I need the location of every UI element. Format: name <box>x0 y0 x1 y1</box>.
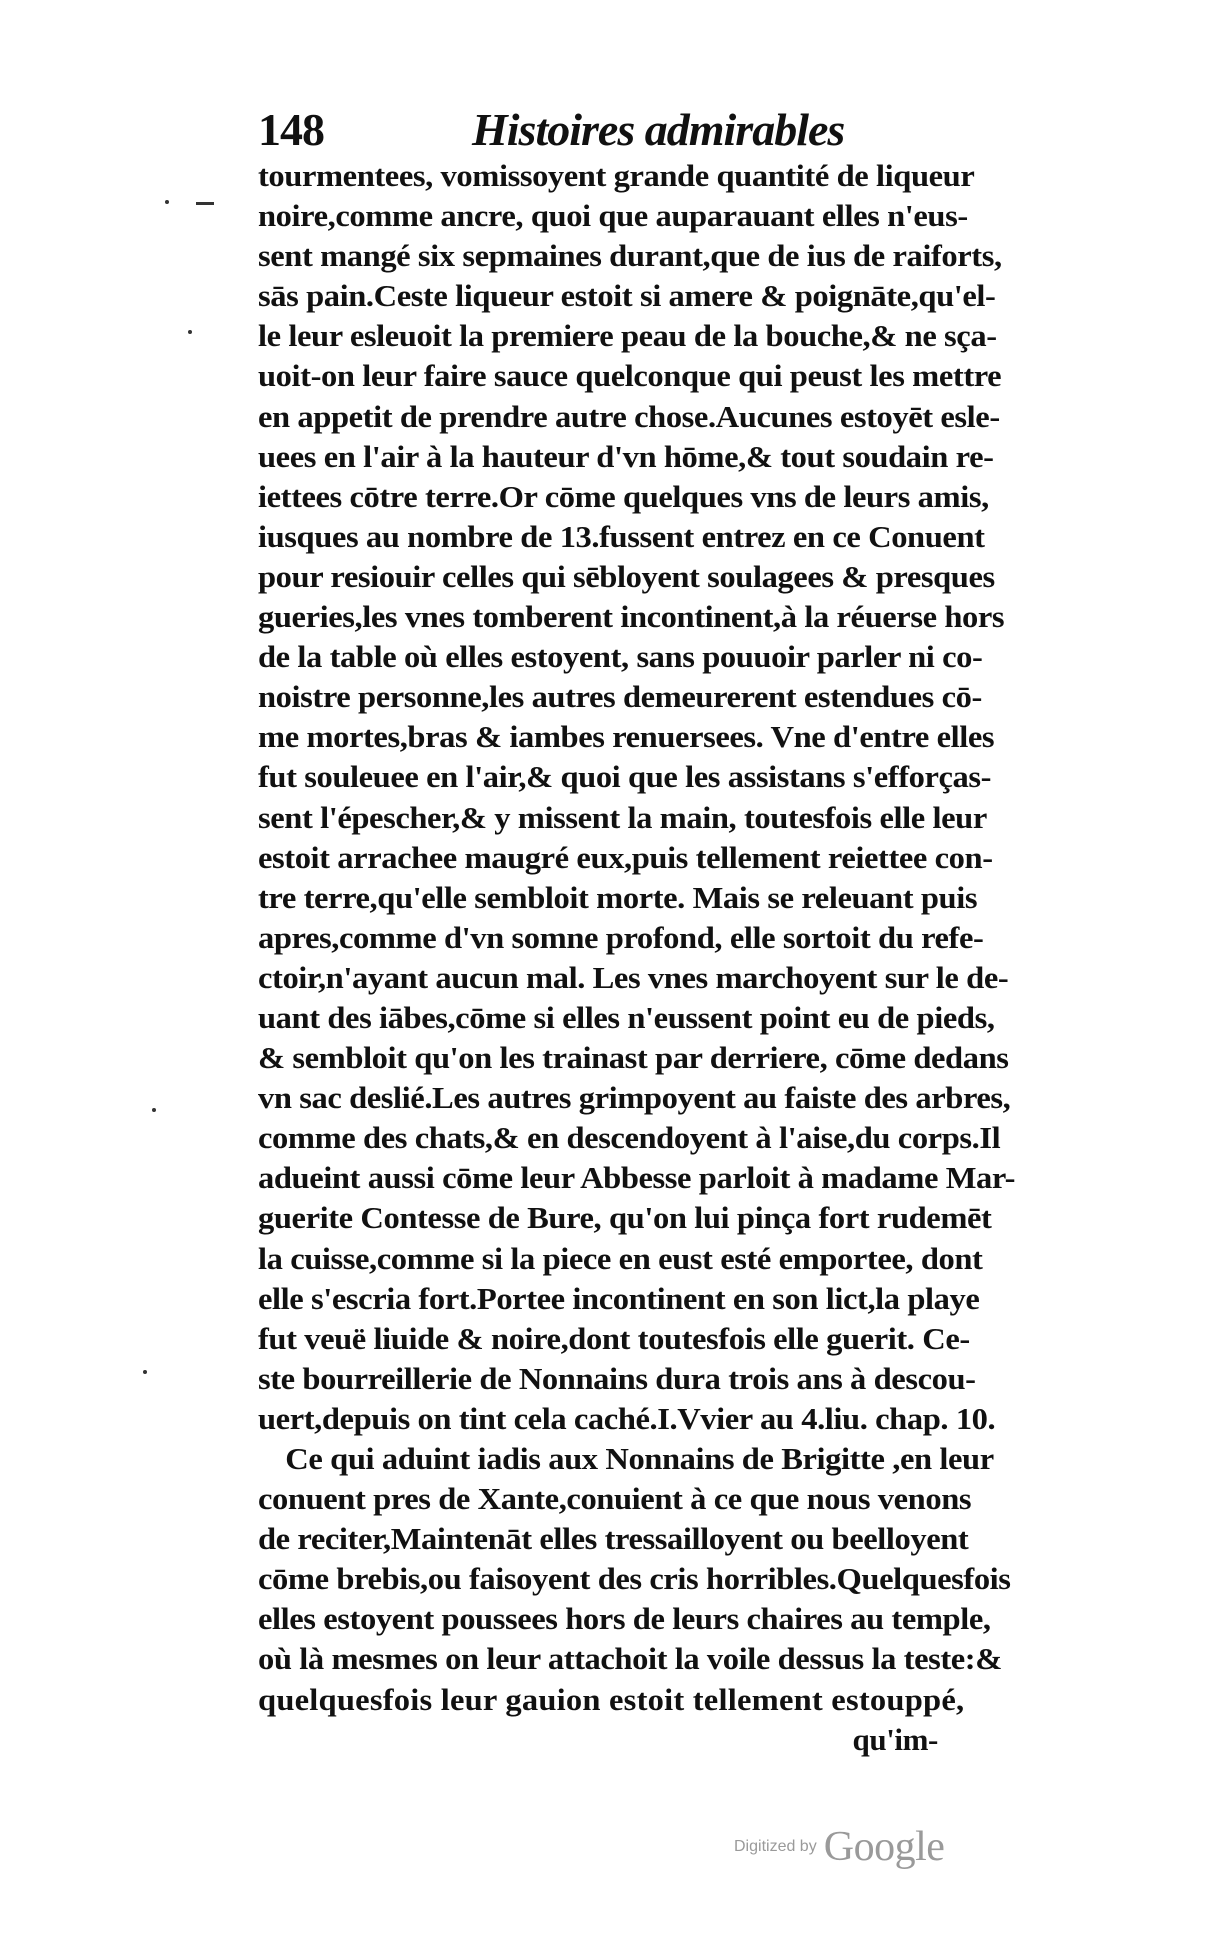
text-line: pour resiouir celles qui sēbloyent soulagees & presques <box>258 558 995 594</box>
text-line: apres,comme d'vn somne profond, elle sortoit du refe- <box>258 919 984 955</box>
digitized-by-label: Digitized by <box>734 1838 817 1855</box>
margin-dot <box>152 1108 156 1112</box>
text-line: uees en l'air à la hauteur d'vn hōme,& tout soudain re- <box>258 438 994 474</box>
text-line: fut souleuee en l'air,& quoi que les assistans s'efforças- <box>258 759 992 795</box>
text-line: estoit arrachee maugré eux,puis tellement reiettee con- <box>258 839 993 875</box>
text-line: iusques au nombre de 13.fussent entrez en ce Conuent <box>258 518 985 554</box>
text-line: ste bourreillerie de Nonnains dura trois ans à descou- <box>258 1360 976 1396</box>
running-title: Histoires admirables <box>472 104 845 155</box>
text-line: cōme brebis,ou faisoyent des cris horribles.Quelquesfois <box>258 1561 1011 1597</box>
text-line: iettees cōtre terre.Or cōme quelques vns de leurs amis, <box>258 478 989 514</box>
text-line: le leur esleuoit la premiere peau de la bouche,& ne sça- <box>258 318 997 354</box>
page-header <box>258 100 878 160</box>
text-line: la cuisse,comme si la piece en eust esté emportee, dont <box>258 1240 983 1276</box>
text-line: en appetit de prendre autre chose.Aucunes estoyēt esle- <box>258 398 1000 434</box>
text-line: noire,comme ancre, quoi que auparauant elles n'eus- <box>258 198 968 234</box>
digitized-by-watermark <box>734 1823 944 1873</box>
text-line: tre terre,qu'elle sembloit morte. Mais se releuant puis <box>258 879 978 915</box>
text-line: vn sac deslié.Les autres grimpoyent au faiste des arbres, <box>258 1080 1011 1116</box>
catchword: qu'im- <box>852 1721 938 1757</box>
page-number: 148 <box>258 104 324 155</box>
margin-dot <box>188 330 192 334</box>
body-text <box>258 156 1098 1760</box>
text-line: quelquesfois leur gauion estoit tellement estouppé, <box>258 1681 965 1717</box>
text-line: noistre personne,les autres demeurerent estendues cō- <box>258 679 982 715</box>
paragraph-start-line: Ce qui aduint iadis aux Nonnains de Brigitte ,en leur <box>285 1441 994 1476</box>
text-line: ctoir,n'ayant aucun mal. Les vnes marchoyent sur le de- <box>258 959 1009 995</box>
text-line: conuent pres de Xante,conuient à ce que nous venons <box>258 1481 972 1517</box>
text-line: & sembloit qu'on les trainast par derriere, cōme dedans <box>258 1040 1009 1076</box>
text-line: guerite Contesse de Bure, qu'on lui pinça fort rudemēt <box>258 1200 992 1236</box>
margin-dash-mark <box>196 202 214 205</box>
text-line: sent l'épescher,& y missent la main, toutesfois elle leur <box>258 799 987 835</box>
text-line: où là mesmes on leur attachoit la voile dessus la teste:& <box>258 1641 1002 1677</box>
margin-dot <box>143 1370 147 1374</box>
text-line: gueries,les vnes tomberent incontinent,à la réuerse hors <box>258 599 1005 635</box>
google-logo: Google <box>823 1824 945 1870</box>
text-line: de la table où elles estoyent, sans pouuoir parler ni co- <box>258 639 983 675</box>
text-line: de reciter,Maintenāt elles tressailloyent ou beelloyent <box>258 1521 969 1557</box>
text-line: uoit-on leur faire sauce quelconque qui peust les mettre <box>258 358 1002 394</box>
text-line: tourmentees, vomissoyent grande quantité de liqueur <box>258 158 975 193</box>
text-line: comme des chats,& en descendoyent à l'aise,du corps.Il <box>258 1120 1001 1156</box>
text-line: me mortes,bras & iambes renuersees. Vne d'entre elles <box>258 719 995 755</box>
text-line: uant des iābes,cōme si elles n'eussent point eu de pieds, <box>258 999 995 1035</box>
text-line-citation: uert,depuis on tint cela caché.I.Vvier au 4.liu. chap. 10. <box>258 1400 996 1436</box>
text-line: sent mangé six sepmaines durant,que de ius de raiforts, <box>258 238 1002 274</box>
text-line: adueint aussi cōme leur Abbesse parloit à madame Mar- <box>258 1160 1016 1196</box>
text-line: elles estoyent poussees hors de leurs chaires au temple, <box>258 1601 991 1637</box>
text-line: fut veuë liuide & noire,dont toutesfois elle guerit. Ce- <box>258 1320 970 1356</box>
text-line: elle s'escria fort.Portee incontinent en son lict,la playe <box>258 1280 980 1316</box>
margin-dot <box>165 200 169 204</box>
text-line: sās pain.Ceste liqueur estoit si amere & poignāte,qu'el- <box>258 278 996 314</box>
